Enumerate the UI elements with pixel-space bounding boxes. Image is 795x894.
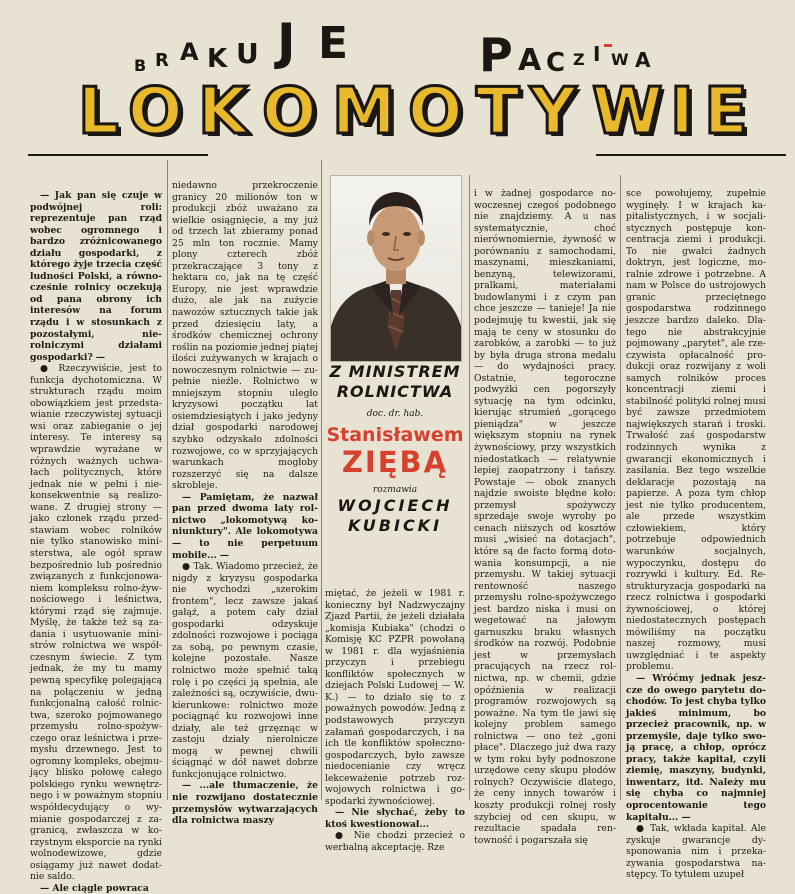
interviewed-by-label: rozmawia (372, 485, 418, 495)
kicker-letter: I (593, 42, 601, 66)
question-paragraph: — Nie słychać, żeby to ktoś kwestionował... (325, 807, 465, 830)
kicker-letter: J (277, 13, 296, 71)
article-column-5 (626, 188, 766, 881)
portrait-photo (330, 175, 462, 362)
answer-paragraph: ● Tak, wkłada kapitał. Ale zyskuje gwarancje dysponowania nim i przekazywania gospodarstwa następcy. To tytułem uzupeł (626, 823, 766, 881)
answer-paragraph: ● Tak. Wiadomo przecież, że nigdy z kryzysu gospodarka nie wychodzi „szerokim frontem", lecz zawsze jakaś gałąź, a potem cały dział gospodarki odzyskuje zdolności rozwojowe i pociąga za sobą, po pewnym czasie, kolejne pozostałe. Nasze rolnictwo może spełnić taką rolę i po części ją spełnia, ale zależności są, oczywiście, dwukierunkowe: rolnictwo może pociągnąć ku rozwojowi inne działy, ale też grzęznąc w zastoju działy nierolnicze mogą w pewnej chwili ściągnąć w dół nawet dobrze funkcjonujące rolnictwo. (172, 561, 318, 780)
article-column-1 (30, 190, 162, 894)
minister-first-name: Stanisławem (326, 424, 464, 446)
academic-degree: doc. dr. hab. (366, 409, 424, 419)
article-column-2 (172, 180, 318, 827)
question-paragraph: — Wróćmy jednak jeszcze do owego parytetu dochodów. To jest chyba tylko jakieś minimum, bo przecież pracownik, np. w przemyśle, daje tylko swoją pracę, a chłop, oprócz pracy, także kapitał, czyli ziemię, maszyny, budynki, inwentarz, itd. Należy mu się chyba co najmniej oprocentowanie tego kapitału... — (626, 672, 766, 823)
headline-letter: L (78, 75, 119, 149)
header-rule (596, 154, 786, 156)
column-separator (321, 160, 322, 800)
headline-letter: E (704, 75, 748, 149)
answer-paragraph: ● Nie chodzi przecież o werbalną akceptację. Rze (325, 830, 465, 854)
headline-letter: O (128, 75, 183, 149)
headline-letter: M (332, 75, 396, 149)
accent-mark (604, 44, 612, 47)
answer-paragraph: i w żadnej gospodarce nowoczesnej czegoś podobnego nie znajdziemy. A u nas systematycznie, choć nierównomiernie, żywność w porównaniu z samochodami, maszynami, mieszkaniami, benzyną, telewizorami, pralkami, materiałami budowlanymi i z czym pan chce jeszcze — tanieje! Ja nie podejmuję tu kwestii, jak się mają te ceny w stosunku do zarobków, a zarobki — to już by była druga strona medalu — do wydajności pracy. Ostatnie, tegoroczne podwyżki cen pogorszyły sytuację na tym odcinku, kierując strumień „gorącego pieniądza" w jeszcze większym stopniu na rynek żywnościowy, przy wszystkich niedostatkach — relatywnie lepiej zaopatrzony i tańszy. Powstaje — obok znanych najdzie swoiste błędne koło: przemysł spożywczy sprzedaje swoje wyroby po cenach niższych od kosztów musi „wisieć na dotacjach", które są de facto formą dotowania konsumpcji, a nie przemysłu. W takiej sytuacji rentowność naszego przemysłu rolno-spożywczego jest bardzo niska i musi on wegetować na jałowym garnuszku braku własnych środków na rozwój. Podobnie jest w przemysłach pracujących na rzecz rolnictwa, np. w chemii, gdzie opóźnienia w realizacji programów rozwojowych są poważne. Na tym tle jawi się kolejny problem samego rolnictwa — ono też „goni płace". Dlaczego już dwa razy w tym roku były podnoszone urzędowe ceny skupu płodów rolnych? Oczywiście dlatego, że ceny innych towarów i koszty produkcji rolnej rosły szybciej od cen skupu, w rezultacie spadała rentowność i pogarszała się (474, 188, 616, 846)
kicker-letter: R (155, 50, 169, 71)
answer-paragraph: sce powołujemy, zupełnie wyginęły. I w krajach kapitalistycznych, i w socjalistycznych postępuje koncentracja ziemi i produkcji. To nie gwałci żadnych doktryn, jest logiczne, moralnie zdrowe i potrzebne. A nam w Polsce do ustrojowych granic przeciętnego gospodarstwa rodzinnego jeszcze bardzo daleko. Dlatego nie abstrakcyjnie pojmowany „parytet", ale rzeczywista opłacalność produkcji oraz rozwijany z woli samych rolników proces koncentracji ziemi i stabilność polityki rolnej musi być zawsze przedmiotem największych starań i troski. Trwałość zaś gospodarstw rodzinnych wynika z gwarancji ekonomicznych i zasilania. Bez tego wszelkie deklaracje pozostają na papierze. A poza tym chłop jest nie tylko producentem, ale przede wszystkim człowiekiem, który potrzebuje odpowiednich warunków socjalnych, wypoczynku, dostępu do rozrywki i kultury. Ed. Restrukturyzacja gospodarki na rzecz rolnictwa i gospodarki żywnościowej, o której niedostatecznych postępach mówiliśmy na początku naszej rozmowy, musi uwzględniać i te aspekty problemu. (626, 188, 766, 673)
interview-byline (325, 362, 465, 584)
column-separator (167, 160, 168, 800)
headline-letter: Y (530, 75, 577, 149)
kicker-letter: Z (573, 50, 585, 69)
kicker-letter: A (635, 48, 651, 72)
portrait-image (331, 176, 461, 361)
headline-letter: T (476, 75, 520, 149)
interviewer-first-name: WOJCIECH (337, 496, 453, 515)
headline-letter: W (592, 75, 663, 149)
minister-last-name: ZIĘBĄ (341, 445, 449, 479)
kicker-letter: K (207, 44, 228, 74)
question-paragraph: — ...ale tłumaczenie, że nie rozwijano dostatecznie przemysłów wytwarzających dla rolnictwa maszy (172, 780, 318, 827)
headline-letter: K (198, 75, 248, 149)
main-headline (78, 77, 793, 147)
kicker-letter: C (546, 48, 566, 78)
headline-letter: O (408, 75, 463, 149)
headline-letter: I (670, 75, 694, 149)
byline-line-1: Z MINISTREM (329, 362, 461, 381)
article-column-4 (474, 188, 616, 846)
answer-paragraph: ● Rzeczywiście, jest to funkcja dychotomiczna. W strukturach rządu moim obowiązkiem jest przedstawianie rzeczywistej sytuacji wsi oraz zabieganie o jej interesy. Te interesy są wprawdzie wyrażane w różnych ważnych uchwałach politycznych, które jednak nie w pełni i niekonsekwentnie są realizowane. Z drugiej strony — jako członek rządu przedstawiam wobec rolników nie tylko stanowisko ministerstwa, ale ogół spraw bezpośrednio lub pośrednio związanych z funkcjonowaniem kompleksu rolno-żywnościowego i leśnictwa, którymi rząd się zajmuje. Myślę, że także też są zadania i usytuowanie ministrów rolnictwa we współczesnym świecie. Z tym jednak, że my tu mamy pewną specyfikę polegającą na połączeniu w jedną funkcjonalną całość rolnictwa, szeroko pojmowanego przemysłu rolno-spożywczego oraz leśnictwa i przemysłu drzewnego. Jest to ogromny kompleks, obejmujący blisko połowę całego polskiego rynku wewnętrznego i w poważnym stopniu współdecydujący o wymianie gospodarczej z zagranicą, zwłaszcza w korzystnym eksporcie na rynki wolnodewizowe, gdzie osiągamy już nawet dodatnie saldo. (30, 363, 162, 883)
interviewer-last-name: KUBICKI (347, 516, 443, 535)
headline-letter: O (262, 75, 317, 149)
kicker-letter: B (134, 56, 147, 75)
column-separator (469, 175, 470, 800)
question-paragraph: — Jak pan się czuje w podwójnej roli: reprezentuje pan rząd wobec ogromnego i bardzo zróżnicowanego działu gospodarki, z którego żyje trzecia część ludności Polski, a równocześnie rolnicy oczekują od pana obrony ich interesów na forum rządu i w stosunkach z pozostałymi, nierolniczymi działami gospodarki? — (30, 190, 162, 363)
column-separator (620, 175, 621, 800)
kicker-letter: U (236, 37, 259, 70)
kicker-letter: A (180, 38, 199, 66)
kicker-letter: E (318, 18, 349, 69)
question-paragraph: — Ale ciągle powraca (40, 882, 149, 894)
kicker-letter: P (479, 28, 513, 82)
header-rule (28, 154, 208, 156)
byline-line-2: ROLNICTWA (336, 382, 454, 401)
answer-paragraph: niedawno przekroczenie granicy 20 milionów ton w produkcji zbóż uważano za wielkie osiągnięcie, a my już od trzech lat zbieramy ponad 25 mln ton rocznie. Mamy plony czterech zbóż przekraczające 3 tony z hektara co, jak na tę część Europy, nie jest wprawdzie dużo, ale jak na zużycie nawozów sztucznych takie jak przed dziesięciu laty, a środków chemicznej ochrony roślin na poziomie jednej piątej ilości zużywanych w krajach o nowoczesnym rolnictwie — zupełnie nieźle. Rolnictwo w mniejszym stopniu uległo kryzysowi początku lat osiemdziesiątych i jako jedyny dział gospodarki narodowej szybko odzyskało zdolności rozwojowe, co w sprzyjających warunkach mogłoby rozszerzyć się na dalsze skrobleje. (172, 180, 318, 492)
answer-paragraph: miętać, że jeżeli w 1981 r. konieczny był Nadzwyczajny Zjazd Partii, że jeżeli działała „komisja Kubiaka" (chodzi o Komisję KC PZPR powołaną w 1981 r. dla wyjaśnienia przyczyn i przebiegu konfliktów społecznych w dziejach Polski Ludowej — W. K.) — to działo się to z poważnych powodów. Jedną z podstawowych przyczyn załamań gospodarczych, i na ich tle konfliktów społeczno-gospodarczych, było zawsze niedocenianie czy wręcz lekceważenie potrzeb rozwojowych rolnictwa i gospodarki żywnościowej. (325, 588, 465, 807)
kicker-letter: A (518, 43, 542, 78)
question-paragraph: — Pamiętam, że nazwał pan przed dwoma laty rolnictwo „lokomotywą koniunktury". Ale lokomotywa — to nie perpetuum mobile... — (172, 491, 318, 561)
kicker-letter: W (611, 50, 629, 69)
article-column-3 (325, 588, 465, 854)
